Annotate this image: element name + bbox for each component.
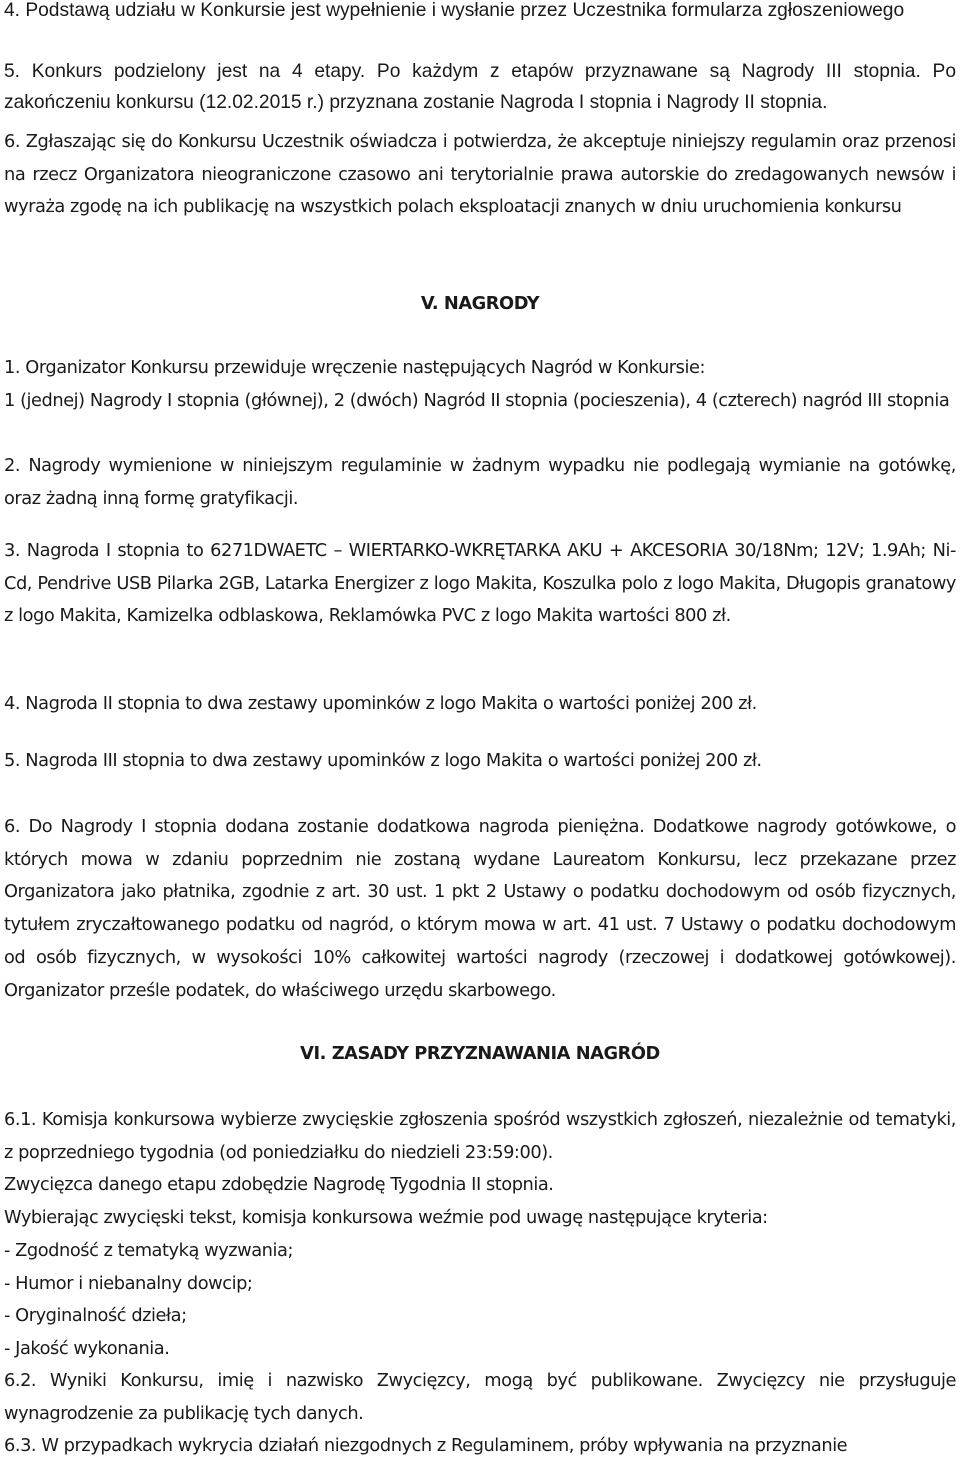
paragraph-4: 4. Podstawą udziału w Konkursie jest wypełnienie i wysłanie przez Uczestnika formularza zgłoszeniowego bbox=[4, 0, 905, 21]
prize-item-6: 6. Do Nagrody I stopnia dodana zostanie dodatkowa nagroda pieniężna. Dodatkowe nagrody gotówkowe, o których mowa w zdaniu poprzednim nie zostaną wydane Laureatom Konkursu, lecz przekazane przez Organizatora jako płatnika, zgodnie z art. 30 ust. 1 pkt 2 Ustawy o podatku dochodowym od osób fizycznych, tytułem zryczałtowanego podatku od nagród, o którym mowa w art. 41 ust. 7 Ustawy o podatku dochodowym od osób fizycznych, w wysokości 10% całkowitej wartości nagrody (rzeczowej i dodatkowej gotówkowej). Organizator prześle podatek, do właściwego urzędu skarbowego. bbox=[4, 816, 956, 1001]
rule-6-2: 6.2. Wyniki Konkursu, imię i nazwisko Zwycięzcy, mogą być publikowane. Zwycięzcy nie przysługuje wynagrodzenie za publikację tych danych. bbox=[4, 1370, 956, 1424]
section-heading-v: V. NAGRODY bbox=[420, 293, 540, 314]
prize-item-1-intro: 1. Organizator Konkursu przewiduje wręczenie następujących Nagród w Konkursie: bbox=[4, 357, 706, 378]
section-heading-vi: VI. ZASADY PRZYZNAWANIA NAGRÓD bbox=[300, 1043, 660, 1064]
prize-item-1-list: 1 (jednej) Nagrody I stopnia (głównej), 2 (dwóch) Nagród II stopnia (pocieszenia), 4 (czterech) nagród III stopnia bbox=[4, 390, 950, 411]
rule-6-1-criteria-intro: Wybierając zwycięski tekst, komisja konkursowa weźmie pod uwagę następujące kryteria: bbox=[4, 1207, 768, 1228]
paragraph-6: 6. Zgłaszając się do Konkursu Uczestnik oświadcza i potwierdza, że akceptuje niniejszy regulamin oraz przenosi na rzecz Organizatora nieograniczone czasowo ani terytorialnie prawa autorskie do zredagowanych newsów i wyraża zgodę na ich publikację na wszystkich polach eksploatacji znanych w dniu uruchomienia konkursu bbox=[4, 131, 956, 218]
paragraph-5: 5. Konkurs podzielony jest na 4 etapy. Po każdym z etapów przyznawane są Nagrody III stopnia. Po zakończeniu konkursu (12.02.2015 r.) przyznana zostanie Nagroda I stopnia i Nagrody II stopnia. bbox=[4, 61, 956, 113]
prize-item-5: 5. Nagroda III stopnia to dwa zestawy upominków z logo Makita o wartości poniżej 200 zł. bbox=[4, 750, 762, 771]
criteria-list bbox=[4, 1235, 956, 1366]
rule-6-1: 6.1. Komisja konkursowa wybierze zwycięskie zgłoszenia spośród wszystkich zgłoszeń, niezależnie od tematyki, z poprzedniego tygodnia (od poniedziałku do niedzieli 23:59:00). bbox=[4, 1109, 956, 1163]
prize-item-2: 2. Nagrody wymienione w niniejszym regulaminie w żadnym wypadku nie podlegają wymianie na gotówkę, oraz żadną inną formę gratyfikacji. bbox=[4, 455, 956, 509]
criteria-item: - Humor i niebanalny dowcip; bbox=[4, 1272, 253, 1294]
rule-6-1-winner: Zwycięzca danego etapu zdobędzie Nagrodę Tygodnia II stopnia. bbox=[4, 1174, 554, 1195]
rule-6-3: 6.3. W przypadkach wykrycia działań niezgodnych z Regulaminem, próby wpływania na przyznanie bbox=[4, 1435, 848, 1456]
prize-item-4: 4. Nagroda II stopnia to dwa zestawy upominków z logo Makita o wartości poniżej 200 zł. bbox=[4, 693, 757, 714]
criteria-item: - Oryginalność dzieła; bbox=[4, 1305, 187, 1327]
criteria-item: - Zgodność z tematyką wyzwania; bbox=[4, 1240, 293, 1261]
prize-item-3: 3. Nagroda I stopnia to 6271DWAETC – WIERTARKO-WKRĘTARKA AKU + AKCESORIA 30/18Nm; 12V; 1.9Ah; Ni-Cd, Pendrive USB Pilarka 2GB, Latarka Energizer z logo Makita, Koszulka polo z logo Makita, Długopis granatowy z logo Makita, Kamizelka odblaskowa, Reklamówka PVC z logo Makita wartości 800 zł. bbox=[4, 540, 956, 627]
criteria-item: - Jakość wykonania. bbox=[4, 1338, 170, 1360]
